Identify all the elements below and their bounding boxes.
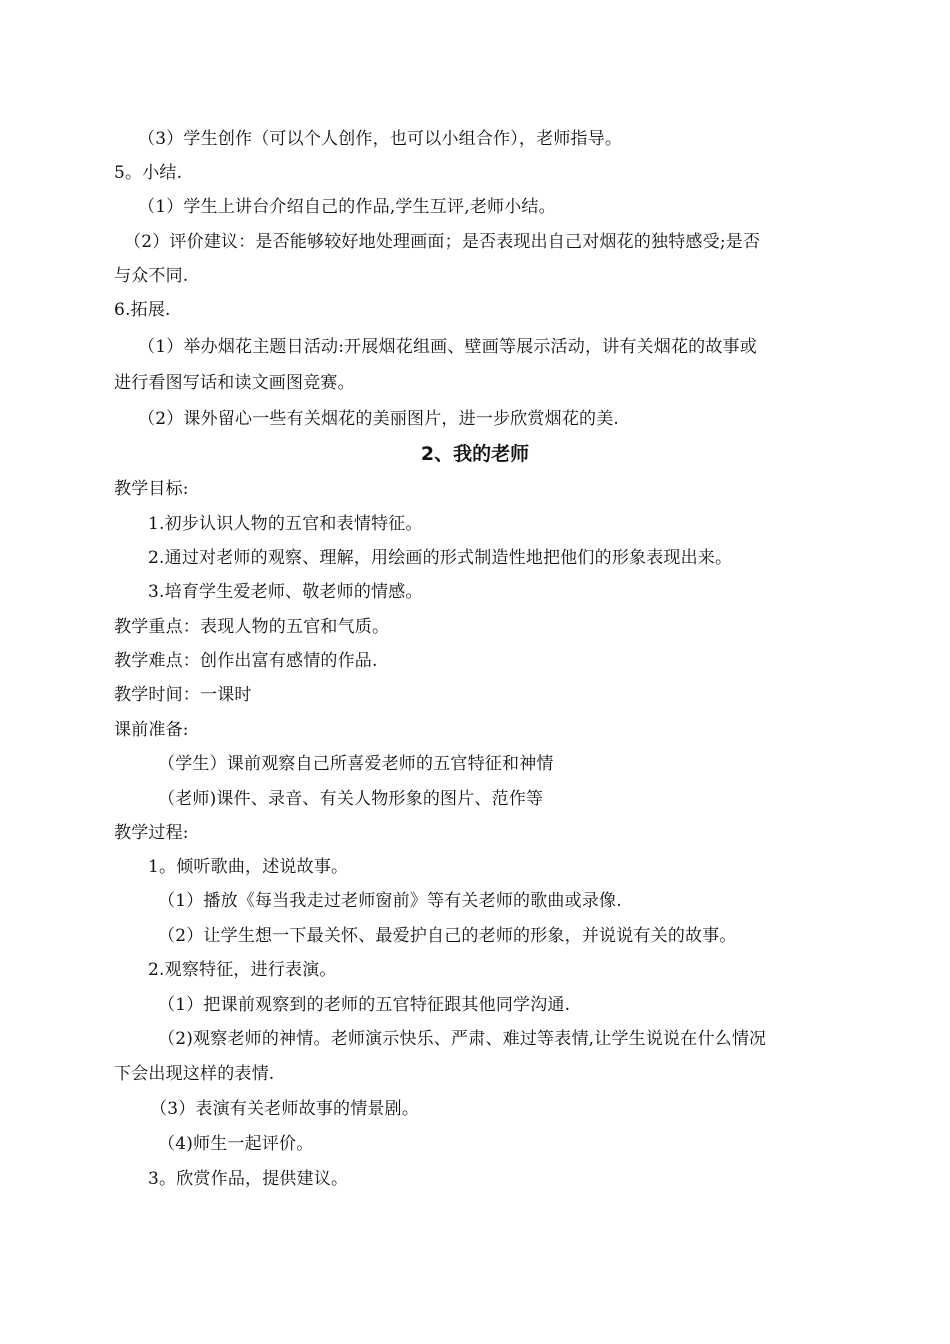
section-heading: 6.拓展.	[114, 300, 171, 320]
paragraph-line: （1）学生上讲台介绍自己的作品,学生互评,老师小结。	[138, 197, 556, 217]
process-substep: （1）播放《每当我走过老师窗前》等有关老师的歌曲或录像.	[158, 891, 622, 911]
paragraph-line: （3）学生创作（可以个人创作，也可以小组合作），老师指导。	[138, 129, 623, 149]
objectives-label: 教学目标:	[114, 479, 189, 499]
process-substep: （1）把课前观察到的老师的五官特征跟其他同学沟通.	[158, 995, 571, 1015]
prep-label: 课前准备:	[114, 720, 189, 740]
paragraph-line: 进行看图写话和读文画图竞赛。	[114, 373, 355, 393]
difficulty: 教学难点：创作出富有感情的作品.	[114, 651, 378, 671]
process-substep: （2)观察老师的神情。老师演示快乐、严肃、难过等表情,让学生说说在什么情况	[158, 1029, 767, 1049]
objective-item: 1.初步认识人物的五官和表情特征。	[148, 514, 423, 534]
objective-item: 2.通过对老师的观察、理解，用绘画的形式制造性地把他们的形象表现出来。	[148, 548, 733, 568]
process-step: 3。欣赏作品，提供建议。	[148, 1169, 349, 1189]
objective-item: 3.培育学生爱老师、敬老师的情感。	[148, 582, 423, 602]
prep-item: （学生）课前观察自己所喜爱老师的五官特征和神情	[158, 754, 554, 774]
process-substep: （3）表演有关老师故事的情景剧。	[150, 1099, 420, 1119]
paragraph-line: 与众不同.	[114, 266, 189, 286]
process-substep: （4)师生一起评价。	[158, 1134, 314, 1154]
key-point: 教学重点：表现人物的五官和气质。	[114, 617, 390, 637]
prep-item: （老师)课件、录音、有关人物形象的图片、范作等	[158, 789, 544, 809]
section-heading: 5。小结.	[114, 163, 183, 183]
paragraph-line: （1）举办烟花主题日活动:开展烟花组画、壁画等展示活动，讲有关烟花的故事或	[138, 337, 757, 357]
lesson-title: 2、我的老师	[420, 443, 530, 465]
process-substep-continued: 下会出现这样的表情.	[114, 1064, 275, 1084]
teaching-time: 教学时间：一课时	[114, 685, 252, 705]
paragraph-line: （2）课外留心一些有关烟花的美丽图片，进一步欣赏烟花的美.	[138, 409, 620, 429]
process-substep: （2）让学生想一下最关怀、最爱护自己的老师的形象，并说说有关的故事。	[158, 926, 737, 946]
process-step: 1。倾听歌曲，述说故事。	[148, 857, 349, 877]
process-step: 2.观察特征，进行表演。	[148, 960, 337, 980]
paragraph-line: （2）评价建议：是否能够较好地处理画面；是否表现出自己对烟花的独特感受;是否	[124, 232, 761, 252]
process-label: 教学过程:	[114, 823, 189, 843]
